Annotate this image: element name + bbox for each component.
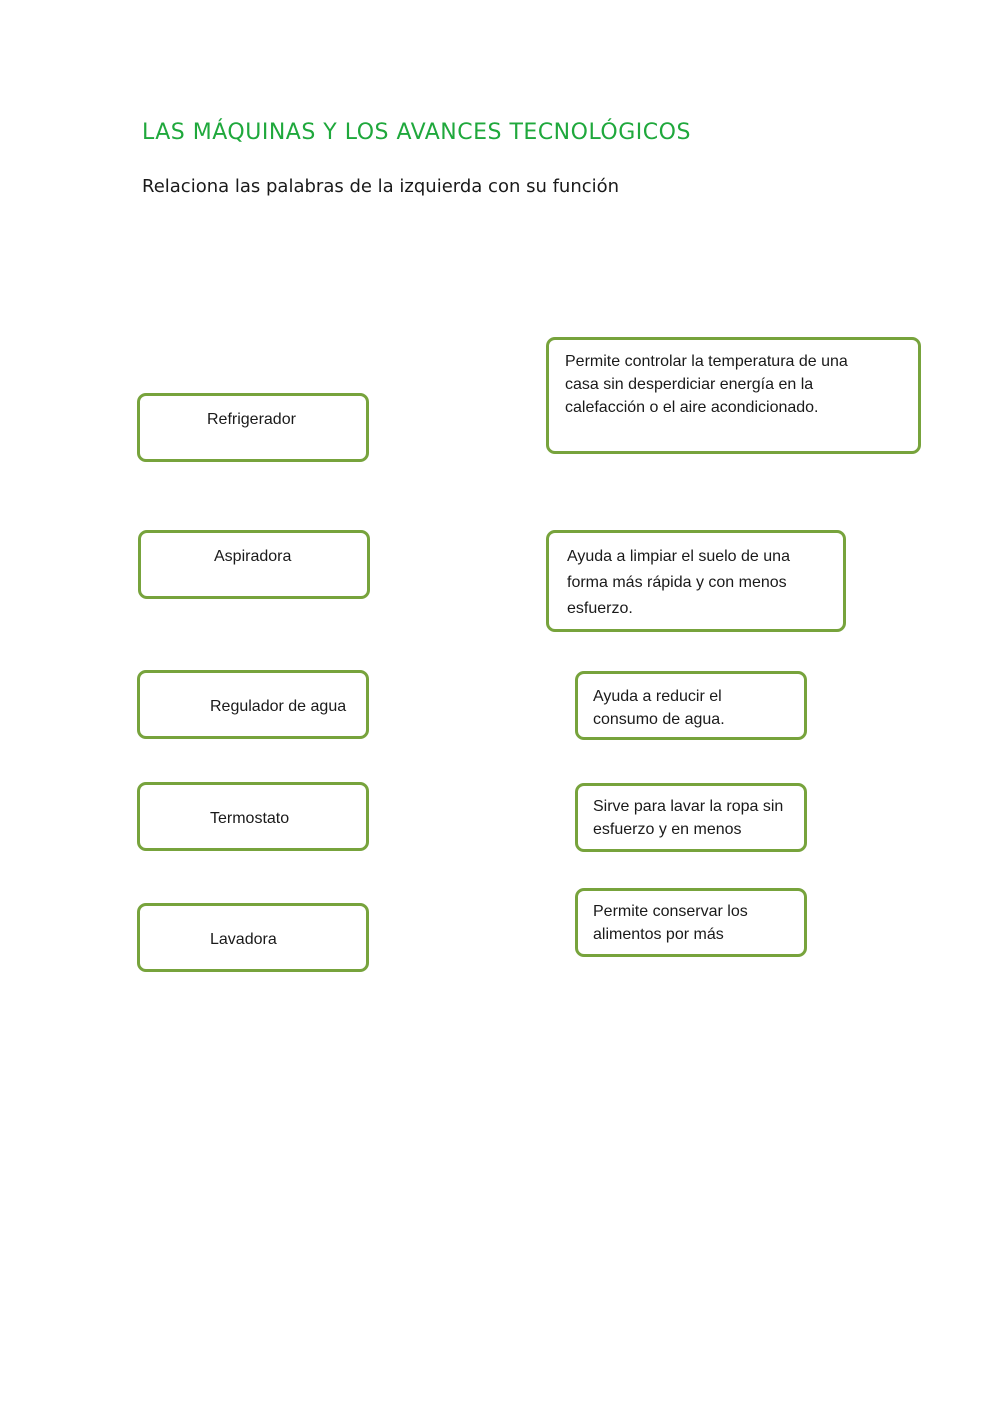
definition-card-temperatura[interactable]: [546, 337, 921, 454]
definition-line: Permite conservar los: [593, 903, 748, 920]
word-label: Termostato: [210, 810, 290, 827]
definition-line: Sirve para lavar la ropa sin: [593, 798, 784, 815]
definition-line: esfuerzo.: [567, 600, 633, 617]
word-label: Regulador de agua: [210, 698, 347, 715]
word-label: Aspiradora: [214, 548, 292, 565]
definition-line: Ayuda a limpiar el suelo de una: [567, 548, 790, 565]
word-card-lavadora[interactable]: [137, 903, 369, 972]
definition-line: Permite controlar la temperatura de una: [565, 353, 848, 370]
worksheet-title: LAS MÁQUINAS Y LOS AVANCES TECNOLÓGICOS: [142, 120, 691, 145]
word-card-termostato[interactable]: [137, 782, 369, 851]
definition-card-lavar-ropa[interactable]: [575, 783, 807, 852]
worksheet-instruction: Relaciona las palabras de la izquierda con su función: [142, 176, 620, 197]
definition-line: esfuerzo y en menos: [593, 821, 742, 838]
word-label: Refrigerador: [207, 411, 296, 428]
definition-card-limpiar-suelo[interactable]: [546, 530, 846, 632]
definition-line: Ayuda a reducir el: [593, 688, 722, 705]
definition-line: alimentos por más: [593, 926, 724, 943]
definition-card-conservar-alimentos[interactable]: [575, 888, 807, 957]
word-card-refrigerador[interactable]: [137, 393, 369, 462]
word-card-regulador-de-agua[interactable]: [137, 670, 369, 739]
definition-line: casa sin desperdiciar energía en la: [565, 376, 814, 393]
definition-line: forma más rápida y con menos: [567, 574, 787, 591]
definition-line: consumo de agua.: [593, 711, 725, 728]
definition-line: calefacción o el aire acondicionado.: [565, 399, 819, 416]
word-card-aspiradora[interactable]: [138, 530, 370, 599]
word-label: Lavadora: [210, 931, 277, 948]
definition-card-reducir-agua[interactable]: [575, 671, 807, 740]
